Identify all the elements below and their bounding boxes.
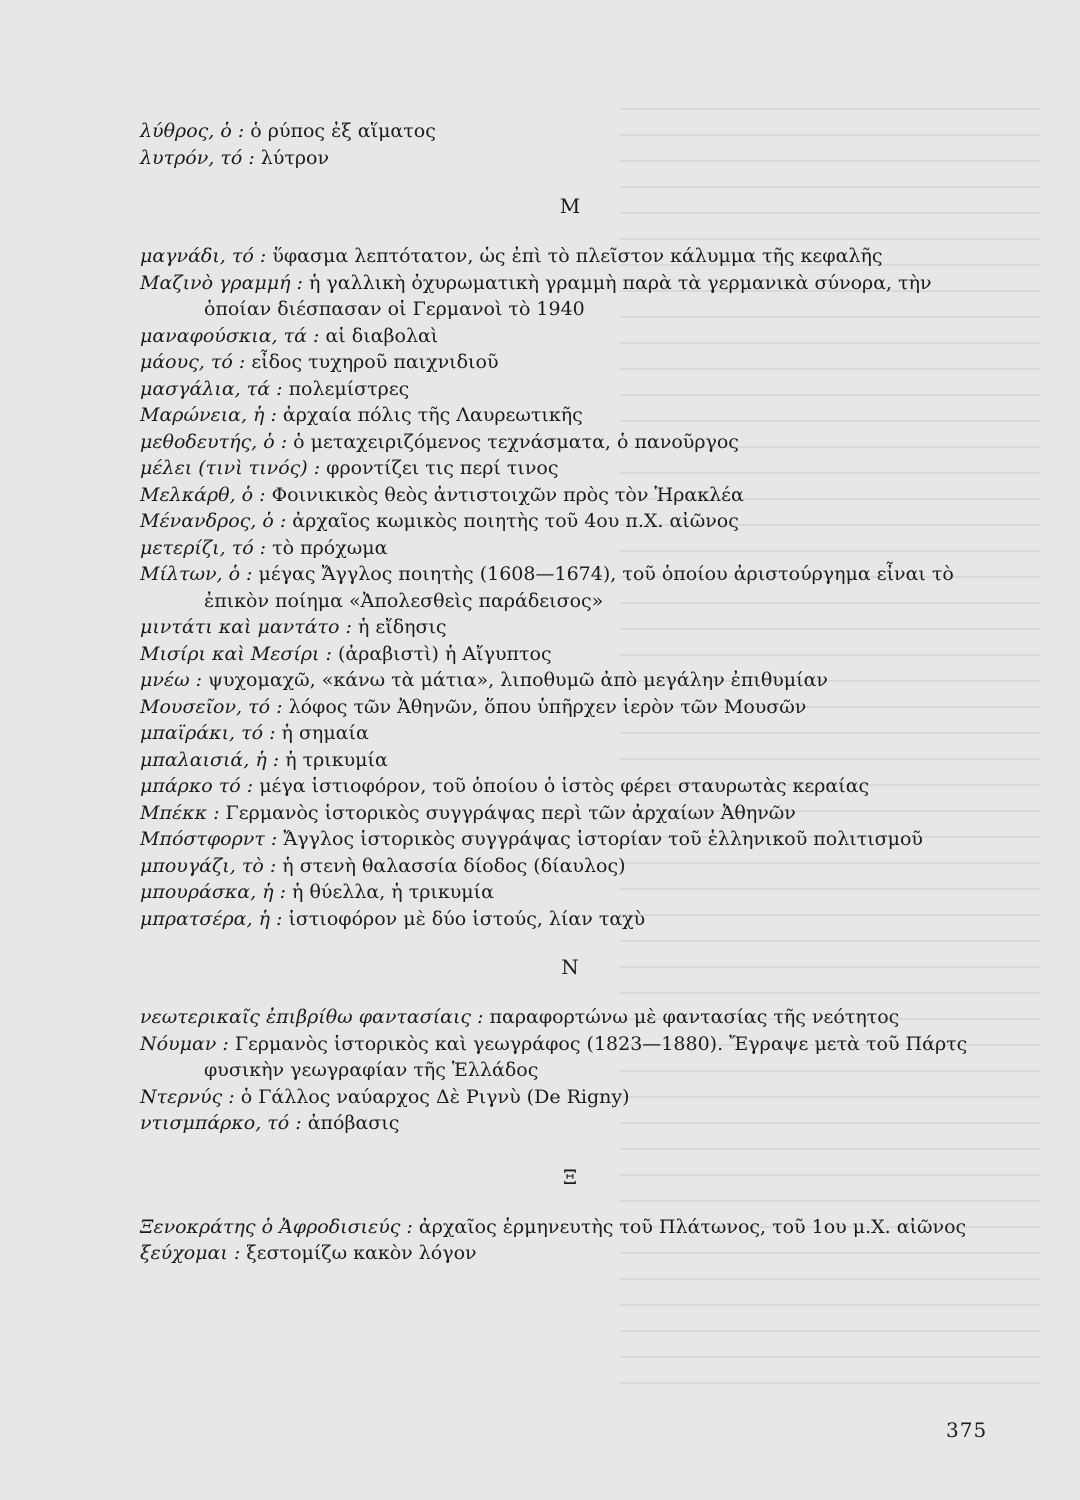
entry-definition: ξεστομίζω κακὸν λόγον — [240, 1242, 477, 1264]
entry-definition: ἡ γαλλικὴ ὀχυρωματικὴ γραμμὴ παρὰ τὰ γερμανικὰ σύνορα, τὴν ὁποίαν διέσπασαν οἱ Γερμανοὶ τὸ 1940 — [204, 271, 932, 320]
section-letter-xi: Ξ — [562, 1164, 578, 1189]
entry-term: λύθρος, ὁ : — [140, 120, 245, 142]
glossary-entry — [140, 429, 1000, 456]
glossary-entry — [140, 1084, 1000, 1111]
entry-term: Νόυμαν : — [140, 1032, 229, 1055]
entry-definition: μέγας Ἄγγλος ποιητὴς (1608—1674), τοῦ ὁποίου ἀριστούργημα εἶναι τὸ ἐπικὸν ποίημα «Ἀπολεσθεὶς παράδεισος» — [204, 563, 954, 612]
glossary-entry — [140, 455, 1000, 482]
entry-term: λυτρόν, τό : — [140, 146, 255, 169]
entry-term: Μελκάρθ, ὁ : — [140, 483, 266, 506]
glossary-entry — [140, 853, 1000, 880]
entry-definition: Φοινικικὸς θεὸς ἀντιστοιχῶν πρὸς τὸν Ἡρακλέα — [265, 483, 744, 506]
entry-definition: ἀπόβασις — [301, 1112, 400, 1134]
glossary-entry — [140, 614, 1000, 641]
glossary-entry — [140, 826, 1000, 853]
section-letter-nu: Ν — [561, 955, 579, 979]
entry-definition: ἡ εἴδησις — [351, 616, 447, 638]
entry-definition: μέγα ἱστιοφόρον, τοῦ ὁποίου ὁ ἱστὸς φέρει σταυρωτὰς κεραίας — [253, 775, 870, 797]
glossary-entry — [140, 376, 1000, 403]
entry-definition: Γερμανὸς ἱστορικὸς καὶ γεωγράφος (1823—1880). Ἔγραψε μετὰ τοῦ Πάρτς φυσικὴν γεωγραφίαν τῆς Ἑλλάδος — [204, 1032, 968, 1081]
entry-term: μετερίζι, τό : — [140, 536, 267, 559]
entry-term: Μίλτων, ὁ : — [140, 563, 253, 585]
entry-term: Ντερνύς : — [140, 1085, 235, 1108]
glossary-entry — [140, 402, 1000, 429]
entry-term: Μουσεῖον, τό : — [140, 695, 283, 718]
entry-term: Μπόστφορντ : — [140, 828, 278, 850]
glossary-entry — [140, 641, 1000, 668]
glossary-entry — [140, 118, 1000, 145]
entry-definition: ὁ ρύπος ἐξ αἵματος — [244, 120, 436, 142]
entry-term: μπουγάζι, τὸ : — [140, 854, 277, 877]
entry-definition: ὕφασμα λεπτότατον, ὡς ἐπὶ τὸ πλεῖστον κάλυμμα τῆς κεφαλῆς — [266, 245, 883, 267]
glossary-entry — [140, 906, 1000, 933]
entry-definition: ὁ μεταχειριζόμενος τεχνάσματα, ὁ πανοῦργος — [287, 430, 739, 453]
glossary-entry — [140, 508, 1000, 535]
entry-definition: ψυχομαχῶ, «κάνω τὰ μάτια», λιποθυμῶ ἀπὸ μεγάλην ἐπιθυμίαν — [202, 669, 828, 691]
entry-term: Μπέκκ : — [140, 801, 220, 824]
glossary-entry — [140, 323, 1000, 350]
entry-definition: Γερμανὸς ἱστορικὸς συγγράψας περὶ τῶν ἀρχαίων Ἀθηνῶν — [219, 801, 796, 824]
entry-term: μασγάλια, τά : — [140, 377, 283, 400]
entry-definition: πολεμίστρες — [282, 377, 410, 400]
entry-term: νεωτερικαῖς ἐπιβρίθω φαντασίαις : — [140, 1006, 484, 1028]
entry-term: Μαρώνεια, ἡ : — [140, 404, 277, 426]
glossary-entry — [140, 747, 1000, 774]
glossary-entry — [140, 482, 1000, 509]
entry-term: ντισμπάρκο, τό : — [140, 1112, 302, 1134]
entry-definition: ἡ θύελλα, ἡ τρικυμία — [286, 881, 494, 903]
glossary-entry — [140, 561, 1000, 614]
entry-definition: ἡ στενὴ θαλασσία δίοδος (δίαυλος) — [276, 854, 626, 877]
entry-term: Ξενοκράτης ὁ Ἀφροδισιεύς : — [140, 1215, 413, 1238]
glossary-entry — [140, 243, 1000, 270]
glossary-entry — [140, 1110, 1000, 1137]
entry-definition: ἀρχαῖος κωμικὸς ποιητὴς τοῦ 4ου π.Χ. αἰῶνος — [286, 510, 739, 532]
entry-definition: τὸ πρόχωμα — [266, 536, 388, 559]
entry-term: Μένανδρος, ὁ : — [140, 510, 287, 532]
glossary-entry — [140, 1004, 1000, 1031]
glossary-entry — [140, 349, 1000, 376]
glossary-entry — [140, 879, 1000, 906]
glossary-entry — [140, 667, 1000, 694]
entry-term: μπουράσκα, ἡ : — [140, 881, 286, 903]
entry-term: μπαλαισιά, ἡ : — [140, 748, 280, 771]
section-letter-mu: Μ — [559, 194, 581, 218]
glossary-entry — [140, 773, 1000, 800]
entry-term: μπρατσέρα, ἡ : — [140, 907, 283, 930]
entry-definition: ἀρχαῖος ἑρμηνευτὴς τοῦ Πλάτωνος, τοῦ 1ου μ.Χ. αἰῶνος — [412, 1215, 967, 1238]
entry-definition: λόφος τῶν Ἀθηνῶν, ὅπου ὑπῆρχεν ἱερὸν τῶν Μουσῶν — [282, 695, 807, 718]
entry-term: Μαζινὸ γραμμή : — [140, 271, 303, 294]
page-number: 375 — [946, 1418, 988, 1442]
entry-term: μνέω : — [140, 669, 203, 691]
entry-term: μεθοδευτής, ὁ : — [140, 430, 288, 453]
entry-term: μπάρκο τό : — [140, 775, 254, 797]
glossary-entry — [140, 720, 1000, 747]
glossary-text — [140, 118, 1000, 1267]
entry-definition: ἡ σημαία — [275, 722, 369, 744]
glossary-entry — [140, 800, 1000, 827]
glossary-entry — [140, 1240, 1000, 1267]
entry-term: μάους, τό : — [140, 351, 246, 373]
entry-term: μπαϊράκι, τό : — [140, 722, 276, 744]
entry-term: ξεύχομαι : — [140, 1242, 241, 1264]
entry-definition: ἀρχαία πόλις τῆς Λαυρεωτικῆς — [276, 404, 583, 426]
entry-term: μαγνάδι, τό : — [140, 245, 267, 267]
entry-term: μέλει (τινὶ τινός) : — [140, 457, 321, 479]
entry-definition: ἡ τρικυμία — [279, 748, 388, 771]
glossary-entry — [140, 145, 1000, 172]
entry-definition: ἱστιοφόρον μὲ δύο ἱστούς, λίαν ταχὺ — [282, 907, 646, 930]
entry-definition: παραφορτώνω μὲ φαντασίας τῆς νεότητος — [483, 1006, 900, 1028]
entry-definition: αἱ διαβολαὶ — [319, 324, 439, 347]
glossary-entry — [140, 535, 1000, 562]
entry-definition: ὁ Γάλλος ναύαρχος Δὲ Ριγνὺ (De Rigny) — [234, 1085, 630, 1108]
glossary-entry — [140, 1214, 1000, 1241]
entry-term: μαναφούσκια, τά : — [140, 324, 320, 347]
glossary-entry — [140, 270, 1000, 323]
entry-term: Μισίρι καὶ Μεσίρι : — [140, 642, 332, 665]
entry-definition: εἶδος τυχηροῦ παιχνιδιοῦ — [245, 351, 499, 373]
entry-definition: (ἀραβιστὶ) ἡ Αἴγυπτος — [331, 642, 552, 665]
entry-definition: φροντίζει τις περί τινος — [320, 457, 559, 479]
entry-definition: Ἄγγλος ἱστορικὸς συγγράψας ἱστορίαν τοῦ ἑλληνικοῦ πολιτισμοῦ — [277, 828, 923, 850]
entry-definition: λύτρον — [254, 146, 330, 169]
glossary-entry — [140, 1031, 1000, 1084]
glossary-entry — [140, 694, 1000, 721]
entry-term: μιντάτι καὶ μαντάτο : — [140, 616, 352, 638]
